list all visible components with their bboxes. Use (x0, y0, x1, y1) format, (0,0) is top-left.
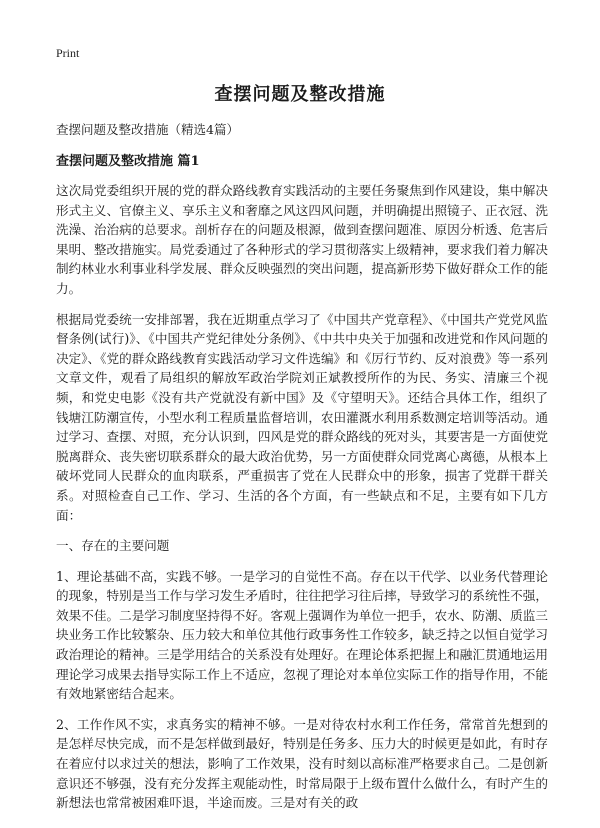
print-link[interactable]: Print (56, 46, 80, 60)
paragraph-study: 根据局党委统一安排部署，我在近期重点学习了《中国共产党章程》、《中国共产党党风监督条例(试行)》、《中国共产党纪律处分条例》、《中共中央关于加强和改进党和作风问题的决定》、《党的群众路线教育实践活动学习文件选编》和《厉行节约、反对浪费》等一系列文章文件，观看了局组织的解放军政治学院刘正斌教授所作的为民、务实、清廉三个视频，和党史电影《没有共产党就没有新中国》及《守望明天》。还结合具体工作，组织了钱塘江防潮宣传，小型水利工程质量监督培训，农田灌溉水利用系数测定培训等活动。通过学习、查摆、对照，充分认识到，四风是党的群众路线的死对头，其要害是一方面使党脱离群众、丧失密切联系群众的最大政治优势，另一方面使群众同党离心离德，从根本上破坏党同人民群众的血肉联系，严重损害了党在人民群众中的形象，损害了党群干群关系。对照检查自己工作、学习、生活的各个方面，有一些缺点和不足，主要有如下几方面： (56, 311, 548, 523)
paragraph-intro: 这次局党委组织开展的党的群众路线教育实践活动的主要任务聚焦到作风建设，集中解决形式主义、官僚主义、享乐主义和奢靡之风这四风问题，并明确提出照镜子、正衣冠、洗洗澡、治治病的总要求。剖析存在的问题及根源，做到查摆问题准、原因分析透、危害后果明、整改措施实。局党委通过了各种形式的学习贯彻落实上级精神，要求我们着力解决制约林业水利事业科学发展、群众反映强烈的突出问题，提高新形势下做好群众工作的能力。 (56, 183, 548, 296)
paragraph-heading-problems: 一、存在的主要问题 (56, 538, 170, 554)
paragraph-problem-2: 2、工作作风不实，求真务实的精神不够。一是对待农村水利工作任务，常常首先想到的是怎样尽快完成，而不是怎样做到最好，特别是任务多、压力大的时候更是如此，有时存在着应付以求过关的想法，影响了工作效果，没有时刻以高标准严格要求自己。二是创新意识还不够强，没有充分发挥主观能动性，时常局限于上级布置什么做什么，有时产生的新想法也常常被困难吓退，半途而废。三是对有关的政 (56, 716, 548, 811)
paragraph-problem-1: 1、理论基础不高，实践不够。一是学习的自觉性不高。存在以干代学、以业务代替理论的现象，特别是当工作与学习发生矛盾时，往往把学习往后摔，导致学习的系统性不强，效果不佳。二是学习制度坚持得不好。客观上强调作为单位一把手，农水、防潮、质监三块业务工作比较繁杂、压力较大和单位其他行政事务性工作较多，缺乏持之以恒自觉学习政治理论的精神。三是学用结合的关系没有处理好。在理论体系把握上和融汇贯通地运用理论学习成果去指导实际工作上不适应，忽视了理论对本单位实际工作的指导作用，不能有效地紧密结合起来。 (56, 568, 548, 702)
page-title: 查摆问题及整改措施 (214, 84, 386, 105)
document-body (56, 181, 548, 824)
section-heading: 查摆问题及整改措施 篇1 (56, 154, 200, 169)
document-subtitle: 查摆问题及整改措施（精选4篇） (56, 122, 239, 137)
